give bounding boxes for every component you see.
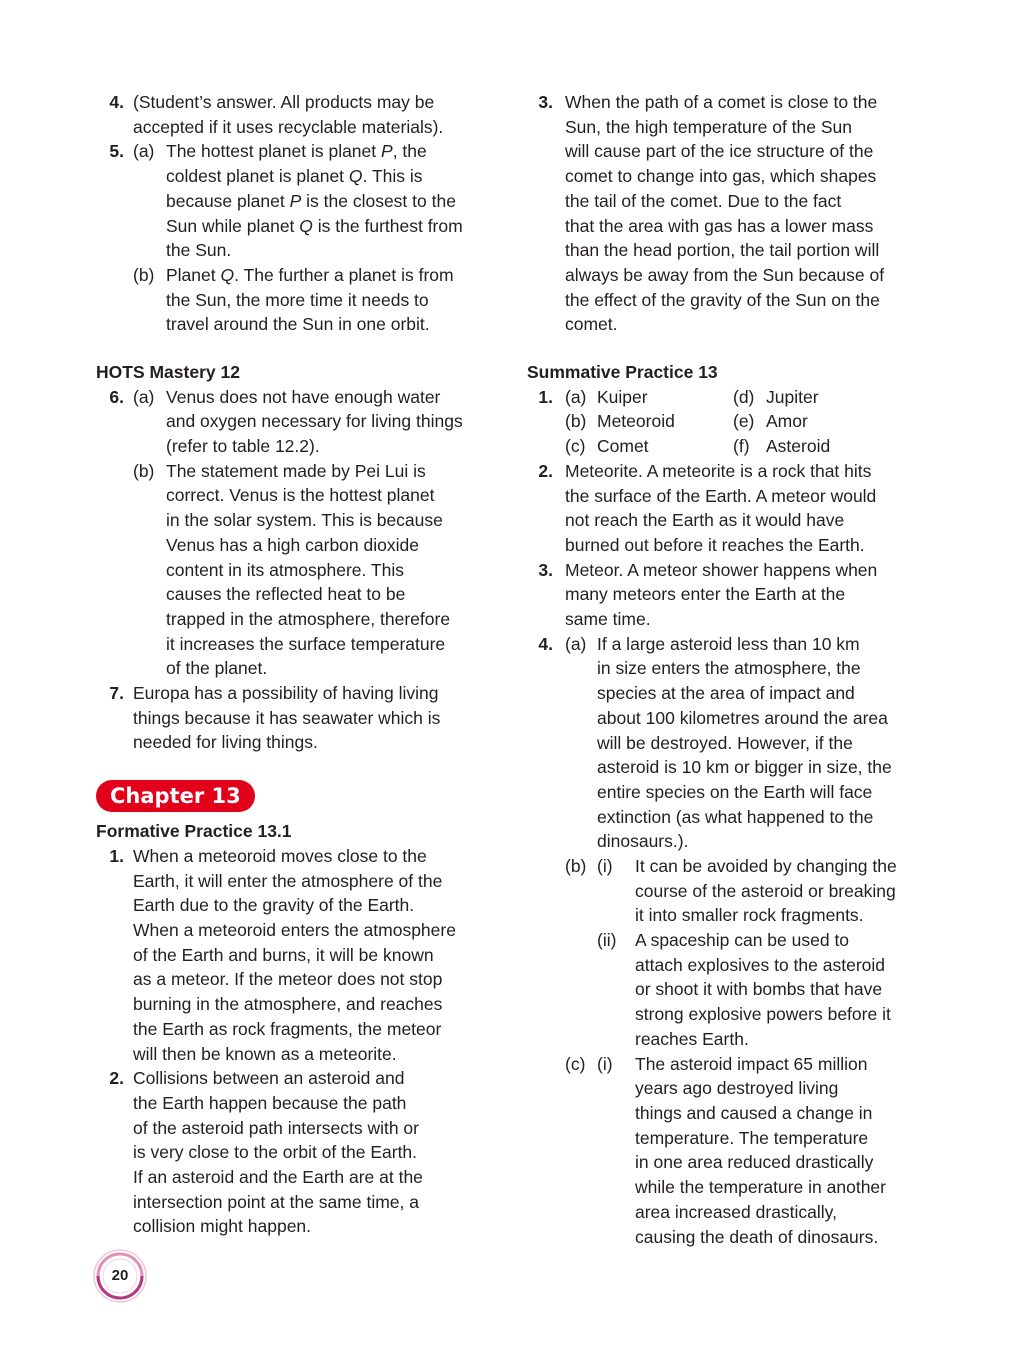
chapter-header — [96, 780, 496, 814]
answer-text-line: not reach the Earth as it would have — [565, 510, 845, 531]
answer-text-line: is very close to the orbit of the Earth. — [133, 1142, 418, 1163]
answer-text-line: strong explosive powers before it — [635, 1004, 891, 1025]
answer-text-line: extinction (as what happened to the — [597, 806, 874, 827]
answer-text-line: attach explosives to the asteroid — [635, 954, 886, 975]
answer-text-line: It can be avoided by changing the — [635, 855, 897, 876]
answer-text-line: accepted if it uses recyclable materials). — [133, 116, 444, 137]
answer-text-line: or shoot it with bombs that have — [635, 979, 883, 1000]
answer-text-line: (Student’s answer. All products may be — [133, 92, 435, 112]
answer-text-line: intersection point at the same time, a — [133, 1191, 419, 1212]
chapter-badge: Chapter 13 — [96, 780, 255, 812]
answer-text-line: content in its atmosphere. This — [166, 559, 404, 580]
answer-text-line: many meteors enter the Earth at the — [565, 584, 846, 605]
answer-text-line: The asteroid impact 65 million — [635, 1053, 868, 1074]
answer-number: 1. — [538, 386, 553, 407]
option-label: (a) — [565, 386, 587, 407]
answer-text-line: burned out before it reaches the Earth. — [565, 534, 865, 555]
answer-text-line: about 100 kilometres around the area — [597, 707, 888, 728]
answer-text-line: When a meteoroid moves close to the — [133, 845, 427, 866]
answer-text-line: Meteorite. A meteorite is a rock that hits — [565, 460, 872, 481]
answer-text-line: Collisions between an asteroid and — [133, 1068, 405, 1089]
answer-text-line: that the area with gas has a lower mass — [565, 215, 874, 236]
sub-label-b: (b) — [565, 855, 587, 876]
answer-text-line: in the solar system. This is because — [166, 510, 443, 531]
answer-text-line: the surface of the Earth. A meteor would — [565, 485, 877, 506]
answer-text-line: When the path of a comet is close to the — [565, 92, 878, 112]
sub-label-a: (a) — [133, 386, 155, 407]
answer-number: 3. — [538, 559, 553, 580]
answer-text-line: correct. Venus is the hottest planet — [166, 485, 435, 506]
answer-text-line: Sun while planet Q is the furthest from — [166, 215, 463, 236]
answer-text-line: When a meteoroid enters the atmosphere — [133, 919, 456, 940]
answer-text-line: area increased drastically, — [635, 1201, 837, 1222]
option-text: Meteoroid — [597, 411, 675, 432]
answer-text-line: causing the death of dinosaurs. — [635, 1226, 879, 1247]
answer-text-line: If an asteroid and the Earth are at the — [133, 1166, 423, 1187]
answer-number: 2. — [538, 460, 553, 481]
answer-text-line: the Earth happen because the path — [133, 1092, 407, 1113]
sub-label-a: (a) — [133, 141, 155, 162]
answer-text-line: of the asteroid path intersects with or — [133, 1117, 419, 1138]
option-label: (d) — [733, 386, 755, 407]
sub-label-b: (b) — [133, 460, 155, 481]
answer-1 — [96, 844, 496, 1066]
answer-number: 7. — [109, 683, 124, 704]
answer-text-line: The statement made by Pei Lui is — [166, 460, 426, 481]
answer-4 — [96, 90, 496, 139]
answer-text-line: the Sun. — [166, 240, 232, 261]
option-text: Comet — [597, 436, 649, 457]
answer-text-line: same time. — [565, 609, 651, 629]
answer-text-line: while the temperature in another — [635, 1177, 886, 1198]
answer-text-line: the Earth as rock fragments, the meteor — [133, 1018, 442, 1039]
answer-text-line: causes the reflected heat to be — [166, 584, 406, 605]
answer-text-line: Earth, it will enter the atmosphere of the — [133, 870, 443, 891]
option-text: Amor — [766, 411, 808, 432]
answer-text-line: dinosaurs.). — [597, 831, 689, 852]
answer-text-line: it increases the surface temperature — [166, 633, 446, 654]
page-number-badge — [92, 1248, 152, 1308]
sub-label-ii: (ii) — [597, 930, 617, 951]
answer-text-line: in one area reduced drastically — [635, 1152, 874, 1173]
answer-text-line: comet. — [565, 314, 618, 335]
right-column — [527, 90, 927, 1249]
answer-number: 4. — [109, 92, 124, 112]
answer-text-line: years ago destroyed living — [635, 1078, 839, 1099]
answer-1 — [527, 385, 927, 459]
sub-label-b: (b) — [133, 264, 155, 285]
answer-text-line: course of the asteroid or breaking — [635, 880, 896, 901]
answer-text-line: collision might happen. — [133, 1216, 312, 1237]
option-text: Asteroid — [766, 436, 831, 457]
answer-text-line: will be destroyed. However, if the — [597, 732, 853, 753]
answer-text-line: than the head portion, the tail portion will — [565, 240, 880, 261]
answer-number: 6. — [109, 386, 124, 407]
option-label: (b) — [565, 411, 587, 432]
answer-text-line: the Sun, the more time it needs to — [166, 289, 429, 310]
answer-3 — [527, 558, 927, 632]
answer-text-line: species at the area of impact and — [597, 683, 855, 704]
section-heading: Summative Practice 13 — [527, 362, 718, 382]
answer-text-line: always be away from the Sun because of — [565, 264, 885, 285]
section-heading: HOTS Mastery 12 — [96, 361, 240, 382]
answer-number: 5. — [109, 141, 124, 162]
answer-text-line: Planet Q. The further a planet is from — [166, 264, 454, 285]
answer-text-line: temperature. The temperature — [635, 1127, 869, 1148]
answer-text-line: entire species on the Earth will face — [597, 781, 873, 802]
answer-7 — [96, 681, 496, 755]
section-heading: Formative Practice 13.1 — [96, 821, 292, 842]
answer-text-line: Venus has a high carbon dioxide — [166, 534, 419, 555]
answer-4 — [527, 632, 927, 1250]
answer-text-line: the effect of the gravity of the Sun on the — [565, 289, 880, 310]
answer-3 — [527, 90, 927, 337]
left-column — [96, 90, 496, 1239]
answer-5 — [96, 139, 496, 337]
sub-label-c: (c) — [565, 1053, 586, 1074]
answer-text-line: reaches Earth. — [635, 1028, 749, 1049]
sub-label-i: (i) — [597, 855, 613, 876]
answer-number: 2. — [109, 1068, 124, 1089]
answer-text-line: Earth due to the gravity of the Earth. — [133, 895, 415, 916]
answer-6 — [96, 385, 496, 681]
answer-text-line: things because it has seawater which is — [133, 707, 441, 728]
answer-text-line: will cause part of the ice structure of the — [565, 141, 874, 162]
answer-text-line: A spaceship can be used to — [635, 930, 850, 951]
answer-text-line: coldest planet is planet Q. This is — [166, 166, 423, 187]
answer-text-line: will then be known as a meteorite. — [133, 1043, 397, 1064]
option-label: (e) — [733, 411, 755, 432]
answer-text-line: burning in the atmosphere, and reaches — [133, 994, 443, 1015]
answer-text-line: Europa has a possibility of having living — [133, 683, 439, 704]
answer-text-line: The hottest planet is planet P, the — [166, 141, 427, 162]
answer-2 — [527, 459, 927, 558]
answer-text-line: Sun, the high temperature of the Sun — [565, 116, 852, 137]
answer-text-line: of the Earth and burns, it will be known — [133, 944, 434, 965]
answer-text-line: it into smaller rock fragments. — [635, 905, 864, 926]
answer-number: 1. — [109, 845, 124, 866]
answer-text-line: (refer to table 12.2). — [166, 436, 320, 457]
answer-text-line: Meteor. A meteor shower happens when — [565, 559, 878, 580]
answer-text-line: travel around the Sun in one orbit. — [166, 314, 430, 335]
answer-text-line: things and caused a change in — [635, 1102, 873, 1123]
answer-text-line: asteroid is 10 km or bigger in size, the — [597, 757, 892, 778]
answer-text-line: as a meteor. If the meteor does not stop — [133, 969, 443, 990]
answer-number: 3. — [538, 92, 553, 112]
page-number: 20 — [111, 1267, 129, 1284]
answer-text-line: of the planet. — [166, 658, 268, 679]
answer-text-line: Venus does not have enough water — [166, 386, 441, 407]
answer-text-line: needed for living things. — [133, 732, 318, 753]
sub-label-a: (a) — [565, 633, 587, 654]
answer-2 — [96, 1066, 496, 1239]
answer-text-line: because planet P is the closest to the — [166, 190, 456, 211]
answer-text-line: in size enters the atmosphere, the — [597, 658, 861, 679]
sub-label-i: (i) — [597, 1053, 613, 1074]
answer-text-line: trapped in the atmosphere, therefore — [166, 609, 451, 629]
option-text: Jupiter — [766, 386, 819, 407]
option-label: (c) — [565, 436, 586, 457]
answer-number: 4. — [538, 633, 553, 654]
option-label: (f) — [733, 436, 750, 457]
answer-text-line: If a large asteroid less than 10 km — [597, 633, 860, 654]
answer-text-line: comet to change into gas, which shapes — [565, 166, 877, 187]
answer-text-line: the tail of the comet. Due to the fact — [565, 190, 842, 211]
answer-text-line: and oxygen necessary for living things — [166, 411, 463, 432]
option-text: Kuiper — [597, 386, 648, 407]
